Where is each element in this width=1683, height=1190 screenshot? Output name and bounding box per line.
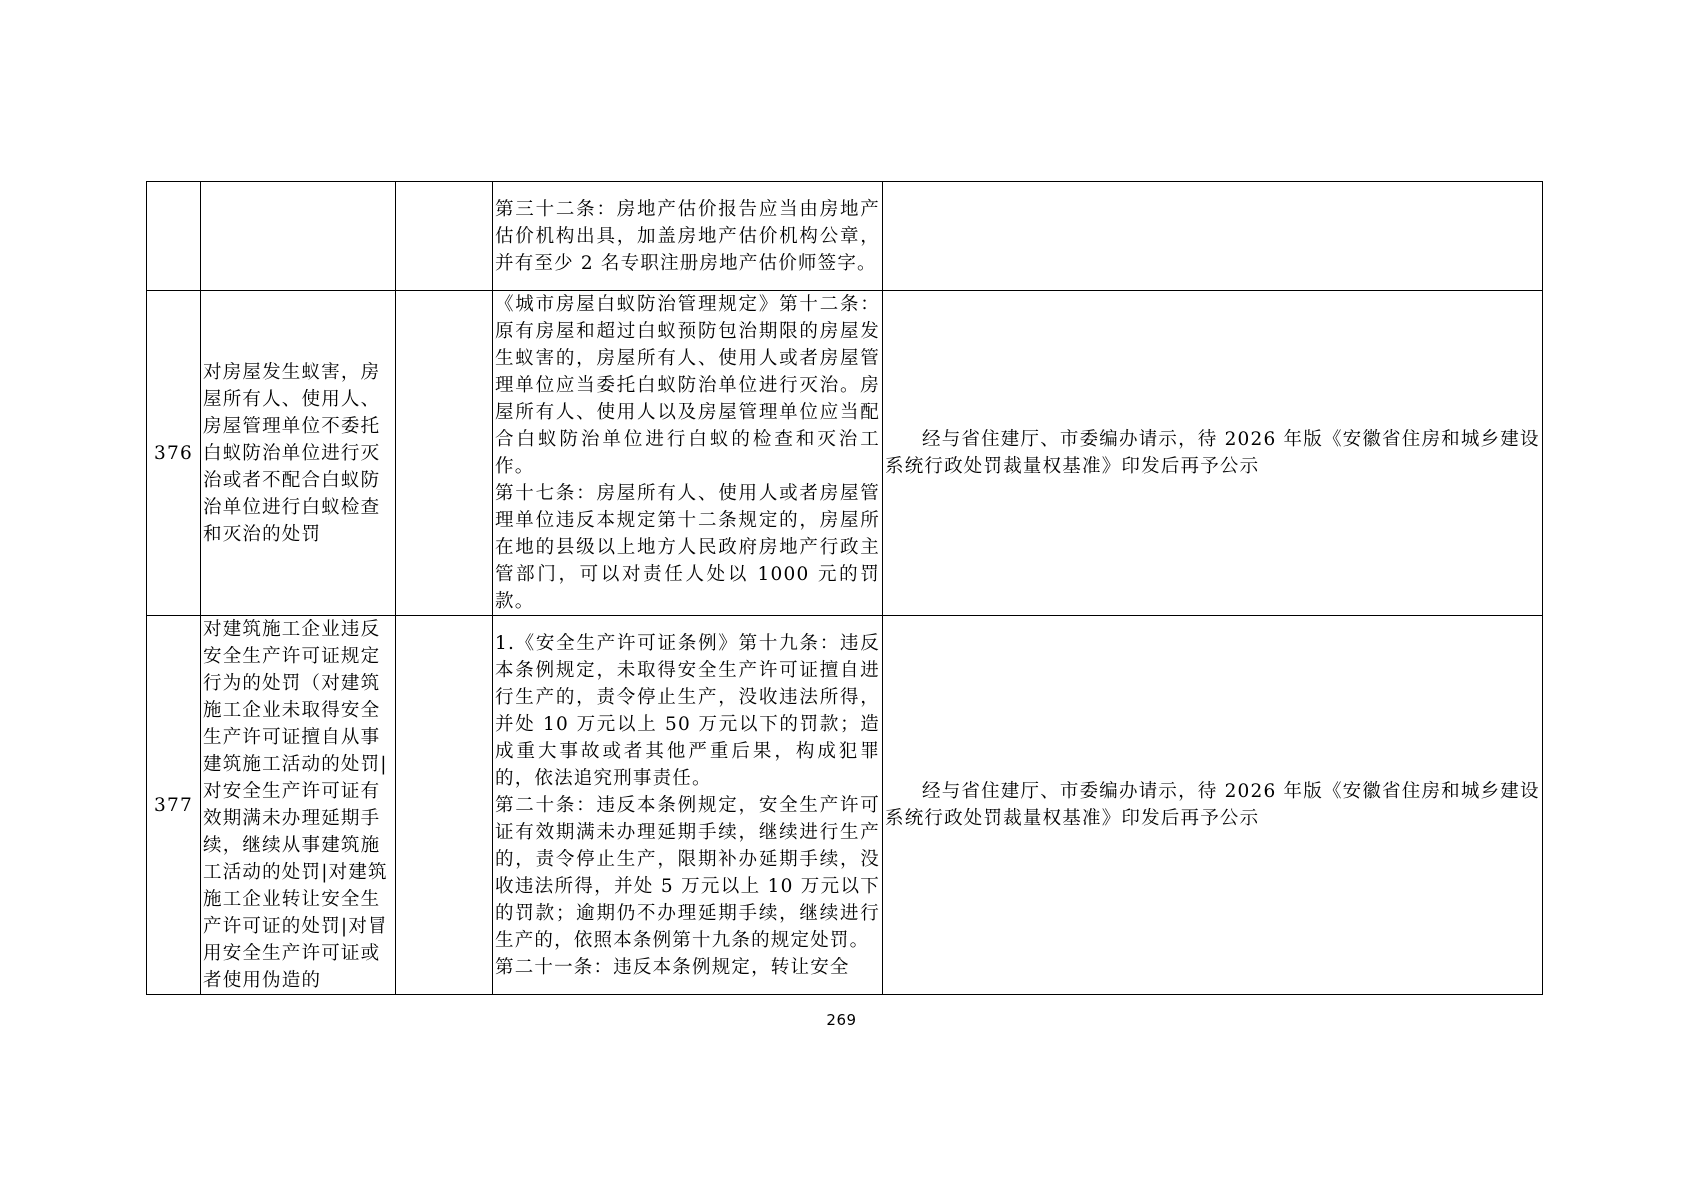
- remark: [883, 182, 1543, 291]
- legal-basis-line: 1.《安全生产许可证条例》第十九条：违反本条例规定，未取得安全生产许可证擅自进行生产的，责令停止生产，没收违法所得，并处 10 万元以上 50 万元以下的罚款；造成重大事故或者其他严重后果，构成犯罪的，依法追究刑事责任。: [495, 632, 880, 789]
- page-number: 269: [826, 1011, 857, 1029]
- table-row: [147, 182, 1543, 291]
- legal-basis-line: 第二十一条：违反本条例规定，转让安全: [495, 956, 850, 978]
- blank-cell: [396, 182, 493, 291]
- table-row: [147, 616, 1543, 995]
- legal-basis: [493, 291, 883, 616]
- table-row: [147, 291, 1543, 616]
- legal-basis-line: 《城市房屋白蚁防治管理规定》第十二条：原有房屋和超过白蚁预防包治期限的房屋发生蚁害的，房屋所有人、使用人或者房屋管理单位应当委托白蚁防治单位进行灭治。房屋所有人、使用人以及房屋管理单位应当配合白蚁防治单位进行白蚁的检查和灭治工作。: [495, 294, 880, 477]
- penalty-item: [201, 182, 396, 291]
- row-number: [147, 182, 201, 291]
- blank-cell: [396, 616, 493, 995]
- legal-basis: [493, 616, 883, 995]
- legal-basis-line: 第十七条：房屋所有人、使用人或者房屋管理单位违反本规定第十二条规定的，房屋所在地的县级以上地方人民政府房地产行政主管部门，可以对责任人处以 1000 元的罚款。: [495, 483, 880, 612]
- blank-cell: [396, 291, 493, 616]
- penalty-item: 对房屋发生蚁害，房屋所有人、使用人、房屋管理单位不委托白蚁防治单位进行灭治或者不配合白蚁防治单位进行白蚁检查和灭治的处罚: [201, 291, 396, 616]
- legal-basis-line: 第三十二条：房地产估价报告应当由房地产估价机构出具，加盖房地产估价机构公章，并有至少 2 名专职注册房地产估价师签字。: [495, 198, 880, 274]
- remark: 经与省住建厅、市委编办请示，待 2026 年版《安徽省住房和城乡建设系统行政处罚裁量权基准》印发后再予公示: [883, 616, 1543, 995]
- regulation-table: [146, 181, 1543, 995]
- row-number: 376: [147, 291, 201, 616]
- row-number: 377: [147, 616, 201, 995]
- remark: 经与省住建厅、市委编办请示，待 2026 年版《安徽省住房和城乡建设系统行政处罚裁量权基准》印发后再予公示: [883, 291, 1543, 616]
- penalty-item: 对建筑施工企业违反安全生产许可证规定行为的处罚（对建筑施工企业未取得安全生产许可证擅自从事建筑施工活动的处罚|对安全生产许可证有效期满未办理延期手续，继续从事建筑施工活动的处罚|对建筑施工企业转让安全生产许可证的处罚|对冒用安全生产许可证或者使用伪造的: [201, 616, 396, 995]
- legal-basis-line: 第二十条：违反本条例规定，安全生产许可证有效期满未办理延期手续，继续进行生产的，责令停止生产，限期补办延期手续，没收违法所得，并处 5 万元以上 10 万元以下的罚款；逾期仍不办理延期手续，继续进行生产的，依照本条例第十九条的规定处罚。: [495, 794, 880, 951]
- legal-basis: [493, 182, 883, 291]
